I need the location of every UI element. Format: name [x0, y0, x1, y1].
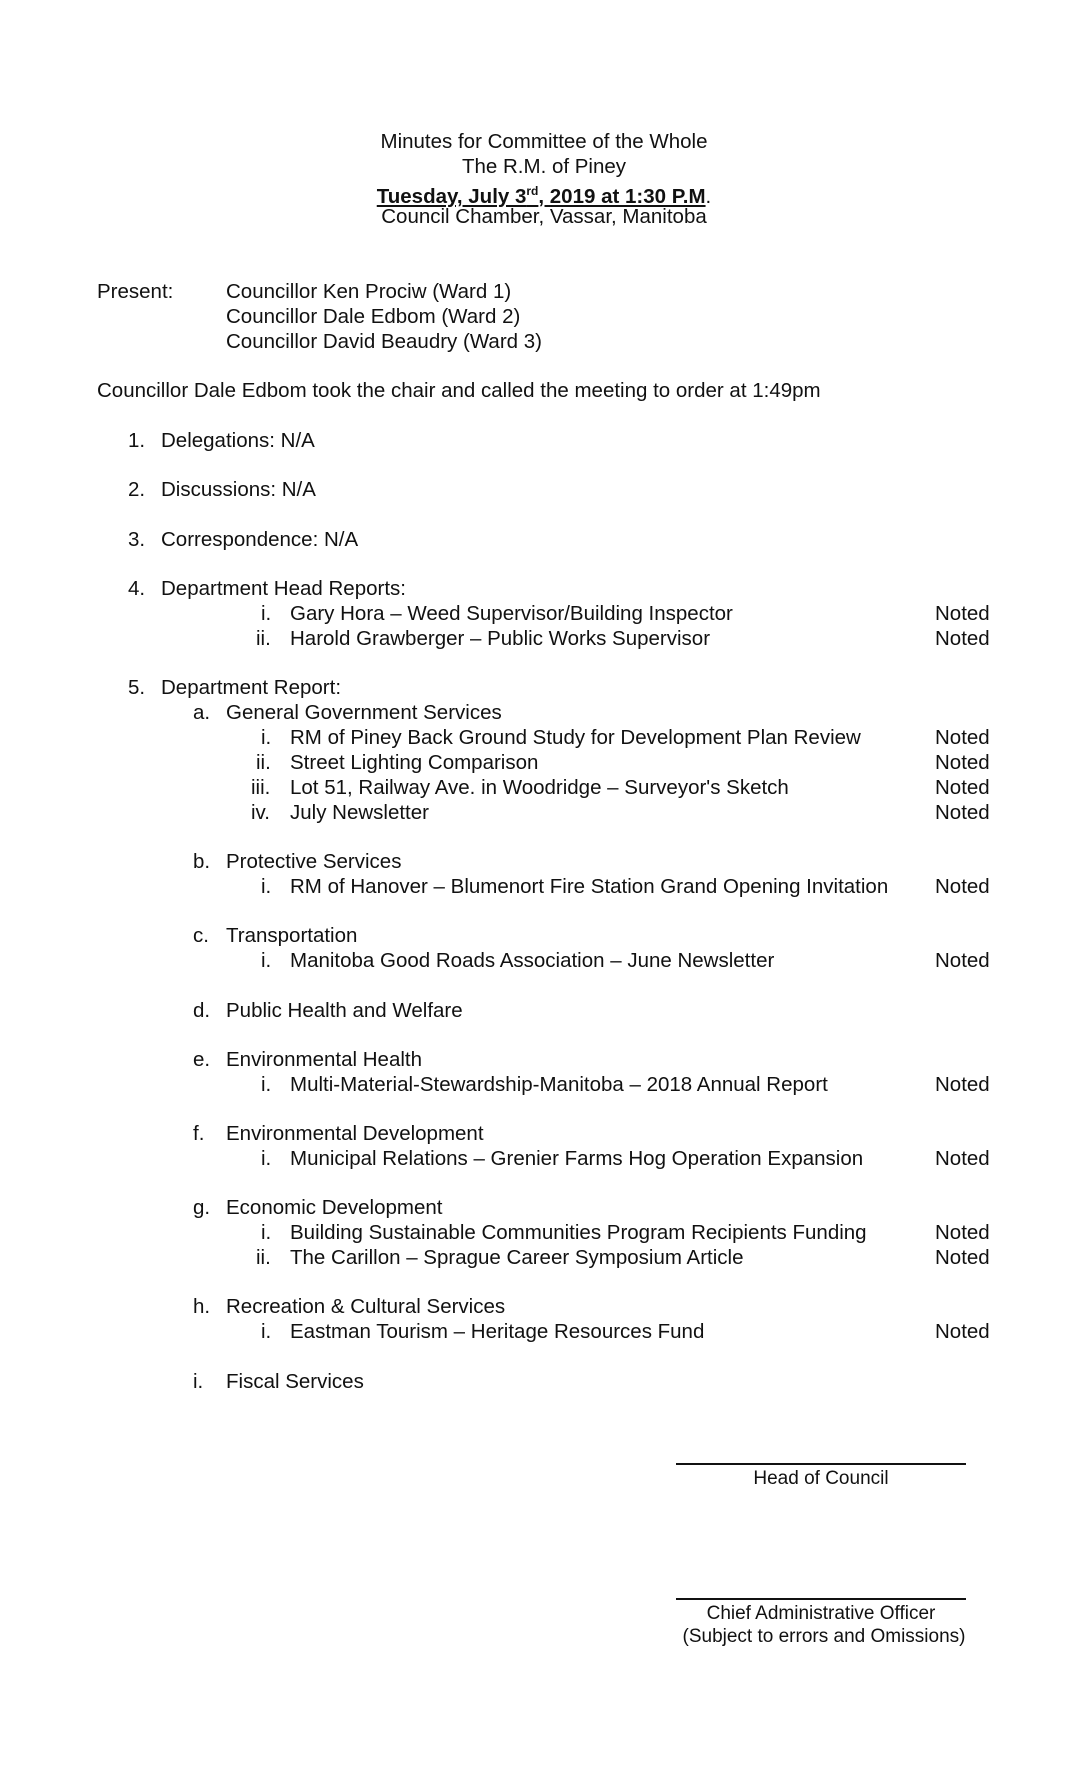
section-title: Recreation & Cultural Services [226, 1295, 506, 1318]
status-noted: Noted [935, 1221, 990, 1244]
item-number: 2. [128, 478, 146, 501]
status-noted: Noted [935, 949, 990, 972]
subitem-text: Eastman Tourism – Heritage Resources Fund [290, 1320, 705, 1343]
status-noted: Noted [935, 1147, 990, 1170]
section-title: General Government Services [226, 701, 502, 724]
date-time: , 2019 at 1:30 P.M [538, 184, 706, 208]
disclaimer-text: (Subject to errors and Omissions) [682, 1626, 966, 1647]
status-noted: Noted [935, 1320, 990, 1343]
subitem-number: ii. [256, 1246, 271, 1269]
section-title: Public Health and Welfare [226, 999, 463, 1022]
cao-label: Chief Administrative Officer [706, 1603, 936, 1624]
subitem-number: i. [261, 949, 272, 972]
date-period: . [705, 184, 712, 208]
subitem-number: ii. [256, 751, 271, 774]
item-text: Department Head Reports: [161, 577, 406, 600]
item-text: Department Report: [161, 676, 342, 699]
subitem-number: i. [261, 1073, 272, 1096]
subitem-number: i. [261, 726, 272, 749]
present-member: Councillor Ken Prociw (Ward 1) [226, 280, 512, 303]
present-member: Councillor Dale Edbom (Ward 2) [226, 305, 521, 328]
section-title: Transportation [226, 924, 358, 947]
status-noted: Noted [935, 1073, 990, 1096]
signature-line-cao [676, 1598, 966, 1600]
signature-line-head [676, 1463, 966, 1465]
section-letter: a. [193, 701, 211, 724]
status-noted: Noted [935, 726, 990, 749]
section-title: Protective Services [226, 850, 402, 873]
subitem-text: Manitoba Good Roads Association – June Newsletter [290, 949, 775, 972]
status-noted: Noted [935, 801, 990, 824]
section-letter: i. [193, 1370, 204, 1393]
section-title: Environmental Health [226, 1048, 422, 1071]
subitem-text: Building Sustainable Communities Program Recipients Funding [290, 1221, 867, 1244]
status-noted: Noted [935, 776, 990, 799]
document-title: Minutes for Committee of the Whole [380, 130, 708, 153]
section-letter: e. [193, 1048, 211, 1071]
status-noted: Noted [935, 1246, 990, 1269]
head-of-council-label: Head of Council [753, 1468, 889, 1489]
subitem-number: i. [261, 875, 272, 898]
section-letter: d. [193, 999, 211, 1022]
subitem-number: ii. [256, 627, 271, 650]
call-to-order: Councillor Dale Edbom took the chair and called the meeting to order at 1:49pm [97, 379, 821, 402]
subitem-text: Municipal Relations – Grenier Farms Hog Operation Expansion [290, 1147, 864, 1170]
subitem-text: Lot 51, Railway Ave. in Woodridge – Surveyor's Sketch [290, 776, 789, 799]
item-text: Discussions: N/A [161, 478, 316, 501]
subitem-text: July Newsletter [290, 801, 429, 824]
subitem-text: Multi-Material-Stewardship-Manitoba – 2018 Annual Report [290, 1073, 828, 1096]
item-text: Correspondence: N/A [161, 528, 359, 551]
subitem-number: iii. [251, 776, 271, 799]
present-member: Councillor David Beaudry (Ward 3) [226, 330, 542, 353]
section-letter: b. [193, 850, 211, 873]
status-noted: Noted [935, 751, 990, 774]
subitem-text: The Carillon – Sprague Career Symposium Article [290, 1246, 744, 1269]
section-title: Fiscal Services [226, 1370, 364, 1393]
item-number: 1. [128, 429, 146, 452]
organization-name: The R.M. of Piney [461, 155, 627, 178]
subitem-text: Gary Hora – Weed Supervisor/Building Inspector [290, 602, 733, 625]
present-label: Present: [97, 280, 174, 303]
section-letter: c. [193, 924, 209, 947]
status-noted: Noted [935, 602, 990, 625]
item-number: 5. [128, 676, 146, 699]
subitem-text: Harold Grawberger – Public Works Supervisor [290, 627, 711, 650]
section-letter: h. [193, 1295, 211, 1318]
item-number: 4. [128, 577, 146, 600]
date-main: Tuesday, July 3 [376, 184, 527, 208]
section-title: Economic Development [226, 1196, 443, 1219]
item-number: 3. [128, 528, 146, 551]
item-text: Delegations: N/A [161, 429, 315, 452]
subitem-number: i. [261, 1320, 272, 1343]
subitem-text: Street Lighting Comparison [290, 751, 539, 774]
date-suffix: rd [526, 184, 539, 198]
section-title: Environmental Development [226, 1122, 484, 1145]
subitem-number: i. [261, 1221, 272, 1244]
status-noted: Noted [935, 627, 990, 650]
section-letter: g. [193, 1196, 211, 1219]
meeting-location: Council Chamber, Vassar, Manitoba [381, 205, 707, 228]
subitem-number: iv. [251, 801, 270, 824]
subitem-number: i. [261, 602, 272, 625]
subitem-text: RM of Hanover – Blumenort Fire Station Grand Opening Invitation [290, 875, 889, 898]
subitem-number: i. [261, 1147, 272, 1170]
section-letter: f. [193, 1122, 205, 1145]
subitem-text: RM of Piney Back Ground Study for Development Plan Review [290, 726, 861, 749]
status-noted: Noted [935, 875, 990, 898]
